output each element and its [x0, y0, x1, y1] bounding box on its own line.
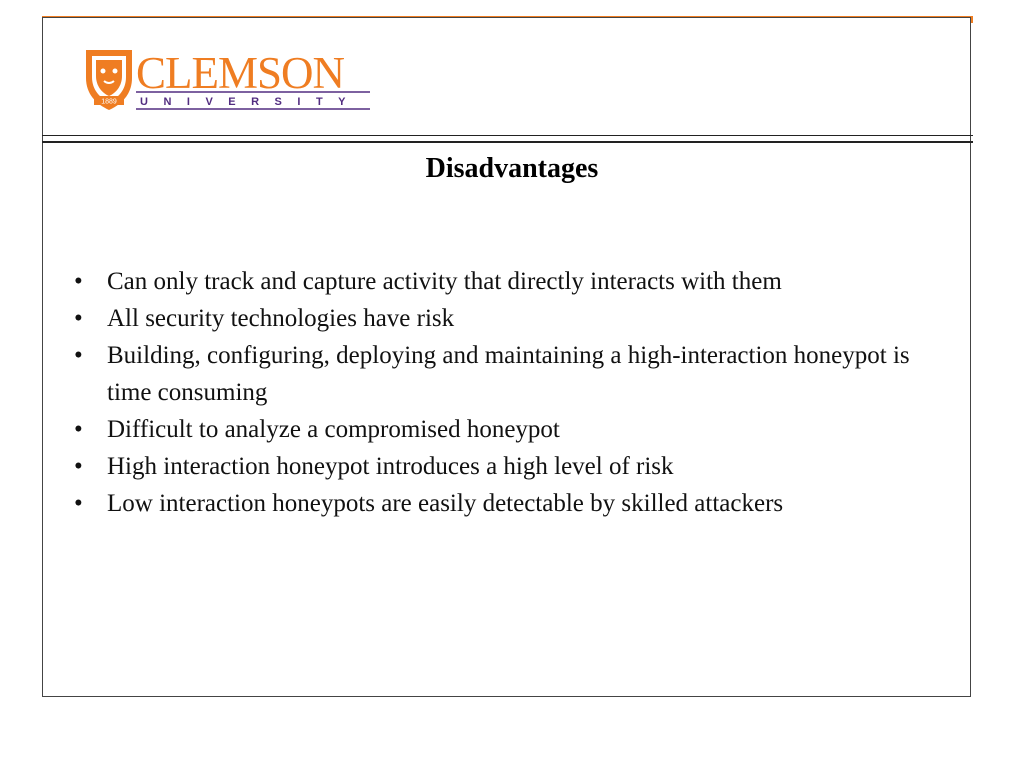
- bullet-text: Building, configuring, deploying and maintaining a high-interaction honeypot is time consuming: [107, 342, 910, 406]
- bullet-icon: •: [74, 305, 83, 332]
- bullet-item: [74, 485, 934, 522]
- bullet-item: [74, 448, 934, 485]
- bullet-item: [74, 263, 934, 300]
- bullet-text: All security technologies have risk: [107, 305, 455, 332]
- logo-year: 1889: [101, 98, 117, 106]
- bullet-icon: •: [74, 453, 83, 480]
- bullet-icon: •: [74, 416, 83, 443]
- bullet-icon: •: [74, 490, 83, 517]
- bullet-text: High interaction honeypot introduces a high level of risk: [107, 453, 674, 480]
- bullet-text: Difficult to analyze a compromised honeypot: [107, 416, 560, 443]
- logo-subtitle: UNIVERSITY: [140, 96, 362, 108]
- header-divider-bottom: [42, 141, 973, 143]
- bullet-item: [74, 411, 934, 448]
- bullet-item: [74, 337, 934, 411]
- slide-title: Disadvantages: [425, 153, 599, 184]
- tiger-shield-icon: [86, 50, 132, 110]
- bullet-icon: •: [74, 342, 83, 369]
- bullet-icon: •: [74, 268, 83, 295]
- clemson-logo: [84, 44, 374, 112]
- bullet-item: [74, 300, 934, 337]
- logo-wordmark: CLEMSON: [136, 48, 345, 98]
- bullet-text: Low interaction honeypots are easily detectable by skilled attackers: [107, 490, 784, 517]
- bullet-text: Can only track and capture activity that directly interacts with them: [107, 268, 782, 295]
- header-divider-top: [42, 135, 973, 136]
- bullet-list: [74, 263, 934, 522]
